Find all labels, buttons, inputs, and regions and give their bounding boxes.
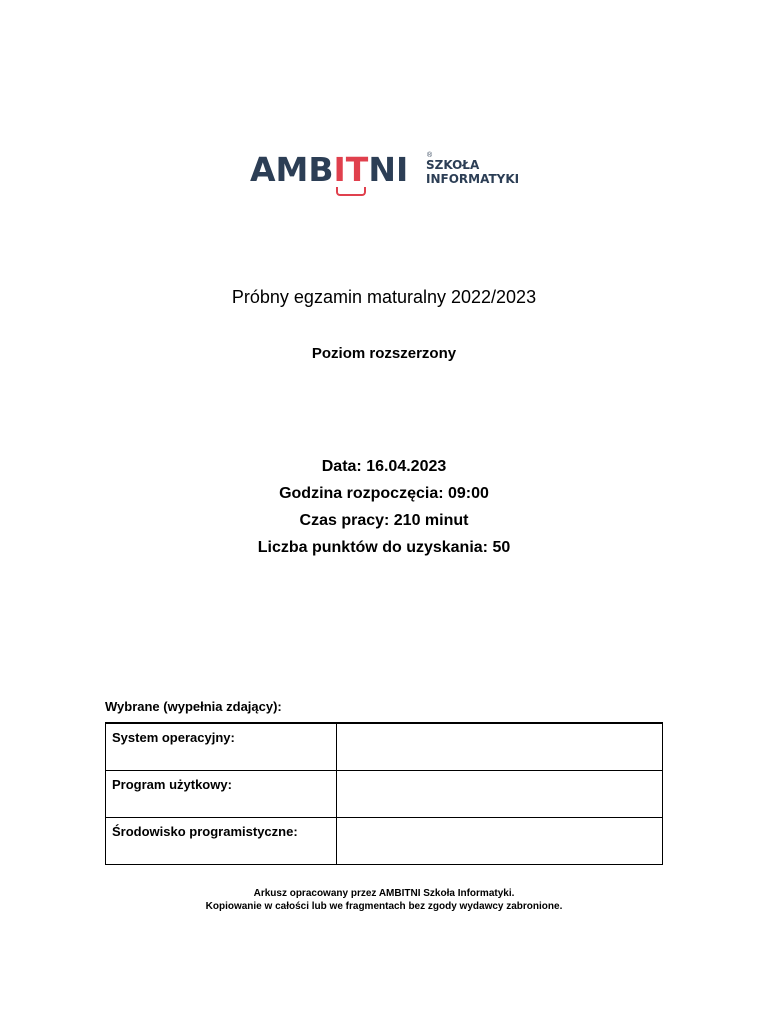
selection-table xyxy=(105,722,663,865)
table-row xyxy=(106,723,663,771)
exam-title: Próbny egzamin maturalny 2022/2023 xyxy=(231,287,537,307)
exam-info xyxy=(0,453,768,561)
selection-label: Wybrane (wypełnia zdający): xyxy=(105,699,282,714)
logo-it-highlight: IT xyxy=(333,150,369,189)
registered-mark: ® xyxy=(427,152,433,159)
row-label-os: System operacyjny: xyxy=(106,723,337,771)
exam-level: Poziom rozszerzony xyxy=(311,345,457,362)
footer-line-2: Kopiowanie w całości lub we fragmentach bez zgody wydawcy zabronione. xyxy=(205,901,563,912)
exam-date: Data: 16.04.2023 xyxy=(321,458,447,475)
footer-note xyxy=(0,887,768,913)
exam-points: Liczba punktów do uzyskania: 50 xyxy=(257,539,511,556)
exam-duration: Czas pracy: 210 minut xyxy=(299,512,469,529)
logo-wordmark: AMBITNI xyxy=(250,150,409,189)
exam-start-time: Godzina rozpoczęcia: 09:00 xyxy=(279,485,489,502)
row-value-ide[interactable] xyxy=(337,818,663,865)
row-label-app: Program użytkowy: xyxy=(106,771,337,818)
logo-tagline: SZKOŁA INFORMATYKI xyxy=(426,158,520,186)
row-value-app[interactable] xyxy=(337,771,663,818)
footer-line-1: Arkusz opracowany przez AMBITNI Szkoła Informatyki. xyxy=(253,888,515,899)
table-row xyxy=(106,818,663,865)
row-value-os[interactable] xyxy=(337,723,663,771)
table-row xyxy=(106,771,663,818)
row-label-ide: Środowisko programistyczne: xyxy=(106,818,337,865)
ambitni-logo xyxy=(250,146,520,198)
